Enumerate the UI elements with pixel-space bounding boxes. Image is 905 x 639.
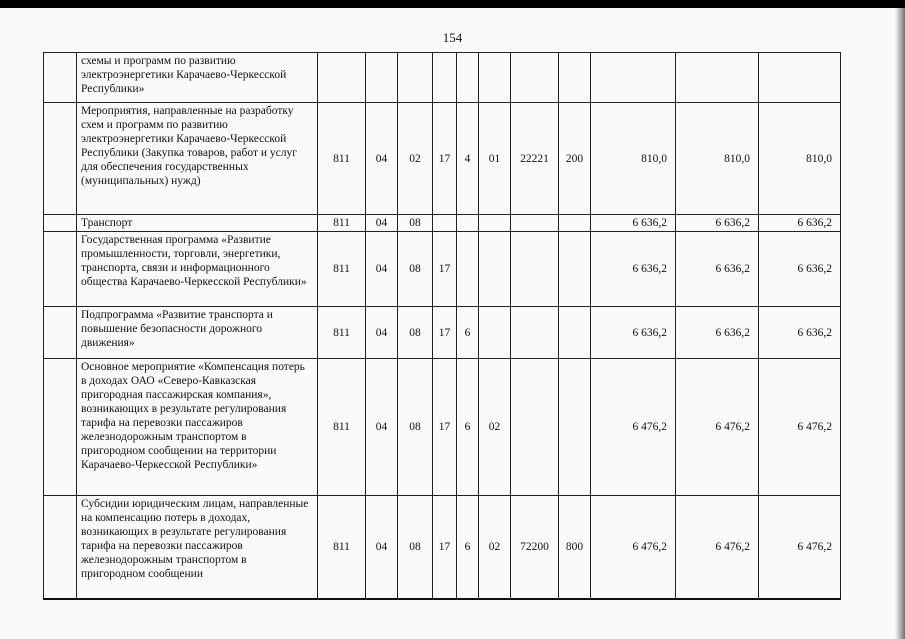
cell-activity [479, 215, 511, 232]
cell-subsection: 08 [398, 307, 433, 359]
cell-direction [511, 359, 559, 496]
cell-expense-type [559, 307, 591, 359]
table-row [44, 496, 841, 600]
cell-amount-3: 6 476,2 [759, 496, 841, 600]
cell-program [433, 215, 457, 232]
cell-direction: 22221 [511, 103, 559, 215]
cell-subprogram [457, 53, 479, 103]
cell-amount-3: 6 636,2 [759, 232, 841, 307]
cell-activity [479, 232, 511, 307]
cell-subsection: 08 [398, 496, 433, 600]
cell-activity [479, 53, 511, 103]
cell-section: 04 [366, 307, 398, 359]
cell-expense-type [559, 215, 591, 232]
cell-amount-3: 810,0 [759, 103, 841, 215]
cell-ministry [318, 53, 366, 103]
cell-subprogram: 4 [457, 103, 479, 215]
margin-cell [44, 496, 77, 600]
cell-subprogram: 6 [457, 359, 479, 496]
cell-ministry: 811 [318, 232, 366, 307]
cell-amount-1: 6 636,2 [591, 232, 676, 307]
cell-amount-3: 6 476,2 [759, 359, 841, 496]
cell-amount-2: 6 636,2 [676, 307, 759, 359]
cell-direction [511, 215, 559, 232]
cell-amount-2: 6 636,2 [676, 215, 759, 232]
cell-subsection: 02 [398, 103, 433, 215]
cell-ministry: 811 [318, 103, 366, 215]
cell-amount-1 [591, 53, 676, 103]
cell-subprogram: 6 [457, 496, 479, 600]
cell-program: 17 [433, 307, 457, 359]
row-name: Субсидии юридическим лицам, направленные на компенсацию потерь в доходах, возникающих в результате регулирования тарифа на перевозки пассажиров железнодорожным транспортом в пригородном сообщении [77, 496, 318, 600]
table-row [44, 103, 841, 215]
cell-amount-2: 6 636,2 [676, 232, 759, 307]
cell-amount-2 [676, 53, 759, 103]
margin-cell [44, 359, 77, 496]
cell-subprogram [457, 232, 479, 307]
cell-expense-type: 800 [559, 496, 591, 600]
cell-amount-1: 6 636,2 [591, 215, 676, 232]
cell-activity: 01 [479, 103, 511, 215]
cell-ministry: 811 [318, 307, 366, 359]
cell-activity [479, 307, 511, 359]
cell-subsection [398, 53, 433, 103]
cell-expense-type [559, 53, 591, 103]
cell-section [366, 53, 398, 103]
cell-ministry: 811 [318, 359, 366, 496]
cell-direction [511, 53, 559, 103]
margin-cell [44, 103, 77, 215]
row-name: схемы и программ по развитию электроэнергетики Карачаево-Черкесской Республики» [77, 53, 318, 103]
cell-ministry: 811 [318, 496, 366, 600]
table-row [44, 359, 841, 496]
cell-direction [511, 232, 559, 307]
cell-amount-3: 6 636,2 [759, 307, 841, 359]
cell-subsection: 08 [398, 359, 433, 496]
cell-direction: 72200 [511, 496, 559, 600]
cell-amount-2: 6 476,2 [676, 359, 759, 496]
cell-activity: 02 [479, 359, 511, 496]
cell-amount-1: 6 476,2 [591, 359, 676, 496]
cell-subsection: 08 [398, 232, 433, 307]
table-row [44, 53, 841, 103]
cell-activity: 02 [479, 496, 511, 600]
scan-edge-shadow [895, 8, 905, 639]
cell-subsection: 08 [398, 215, 433, 232]
page-number: 154 [442, 30, 463, 45]
cell-expense-type [559, 359, 591, 496]
budget-table [43, 52, 841, 600]
table-row [44, 232, 841, 307]
margin-cell [44, 53, 77, 103]
cell-section: 04 [366, 496, 398, 600]
row-name: Подпрограмма «Развитие транспорта и повышение безопасности дорожного движения» [77, 307, 318, 359]
cell-section: 04 [366, 232, 398, 307]
cell-subprogram: 6 [457, 307, 479, 359]
cell-program: 17 [433, 232, 457, 307]
cell-amount-3: 6 636,2 [759, 215, 841, 232]
table-row [44, 215, 841, 232]
cell-program: 17 [433, 359, 457, 496]
cell-amount-2: 6 476,2 [676, 496, 759, 600]
cell-amount-1: 6 476,2 [591, 496, 676, 600]
cell-expense-type: 200 [559, 103, 591, 215]
cell-amount-1: 810,0 [591, 103, 676, 215]
row-name: Мероприятия, направленные на разработку схем и программ по развитию электроэнергетики Карачаево-Черкесской Республики (Закупка товаров, работ и услуг для обеспечения государственных (муниципальных) нужд) [77, 103, 318, 215]
table-row [44, 307, 841, 359]
cell-program: 17 [433, 103, 457, 215]
cell-section: 04 [366, 103, 398, 215]
cell-direction [511, 307, 559, 359]
row-name: Основное мероприятие «Компенсация потерь в доходах ОАО «Северо-Кавказская пригородная пассажирская компания», возникающих в результате регулирования тарифа на перевозки пассажиров железнодорожным транспортом в пригородном сообщении на территории Карачаево-Черкесской Республики» [77, 359, 318, 496]
margin-cell [44, 232, 77, 307]
cell-subprogram [457, 215, 479, 232]
cell-expense-type [559, 232, 591, 307]
cell-program [433, 53, 457, 103]
cell-section: 04 [366, 215, 398, 232]
cell-amount-2: 810,0 [676, 103, 759, 215]
margin-cell [44, 307, 77, 359]
row-name: Транспорт [77, 215, 318, 232]
row-name: Государственная программа «Развитие промышленности, торговли, энергетики, транспорта, связи и информационного общества Карачаево-Черкесской Республики» [77, 232, 318, 307]
cell-amount-3 [759, 53, 841, 103]
cell-section: 04 [366, 359, 398, 496]
cell-amount-1: 6 636,2 [591, 307, 676, 359]
margin-cell [44, 215, 77, 232]
cell-program: 17 [433, 496, 457, 600]
cell-ministry: 811 [318, 215, 366, 232]
